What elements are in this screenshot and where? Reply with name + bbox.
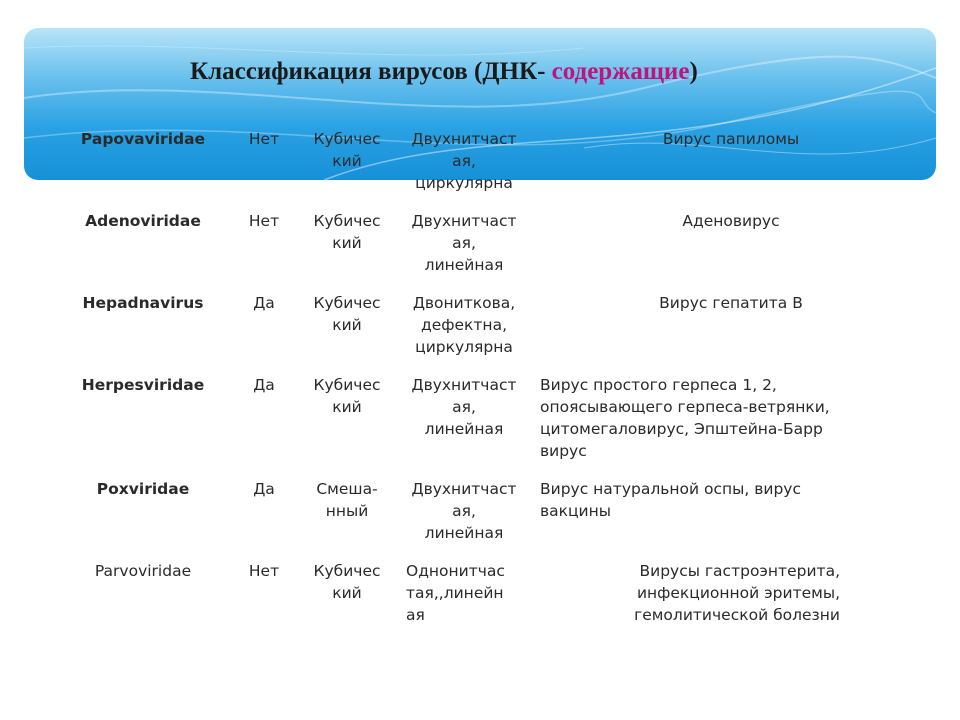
symmetry-line: кий <box>332 584 362 602</box>
envelope-cell: Да <box>253 480 275 498</box>
examples-line: вакцины <box>540 502 611 520</box>
symmetry-line: Кубичес <box>313 212 381 230</box>
examples-line: инфекционной эритемы, <box>636 584 840 602</box>
symmetry-cell <box>304 478 390 522</box>
genome-line: ая, <box>452 398 476 416</box>
envelope-cell: Нет <box>248 562 280 580</box>
symmetry-line: кий <box>332 152 362 170</box>
examples-line: Вирус гепатита В <box>659 294 803 312</box>
genome-cell <box>400 374 528 440</box>
symmetry-line: Кубичес <box>313 294 381 312</box>
symmetry-line: Смеша- <box>316 480 378 498</box>
genome-cell <box>400 292 528 358</box>
envelope-cell: Да <box>253 294 275 312</box>
genome-line: циркулярна <box>415 174 513 192</box>
examples-line: Вирус натуральной оспы, вирус <box>540 480 801 498</box>
examples-line: Вирусы гастроэнтерита, <box>639 562 840 580</box>
symmetry-line: нный <box>325 502 369 520</box>
title-main: Классификация вирусов (ДНК- <box>190 58 552 85</box>
examples-line: Аденовирус <box>682 212 780 230</box>
genome-line: ая, <box>452 502 476 520</box>
envelope-cell: Нет <box>248 212 280 230</box>
genome-line: Двухнитчаст <box>411 130 517 148</box>
examples-line: вирус <box>540 442 587 460</box>
genome-line: ая <box>406 606 425 624</box>
genome-line: Двухнитчаст <box>411 212 517 230</box>
genome-line: ая, <box>452 234 476 252</box>
examples-line: опоясывающего герпеса-ветрянки, <box>540 398 830 416</box>
genome-line: тая,,линейн <box>406 584 504 602</box>
examples-cell <box>556 128 906 150</box>
symmetry-line: кий <box>332 316 362 334</box>
genome-line: Однонитчас <box>406 562 505 580</box>
family-cell: Adenoviridae <box>85 212 201 230</box>
examples-cell <box>540 374 890 462</box>
genome-line: циркулярна <box>415 338 513 356</box>
examples-line: Вирус папиломы <box>662 130 800 148</box>
envelope-cell: Нет <box>248 130 280 148</box>
examples-line: Вирус простого герпеса 1, 2, <box>540 376 777 394</box>
genome-line: линейная <box>424 420 504 438</box>
symmetry-line: Кубичес <box>313 130 381 148</box>
symmetry-cell <box>304 292 390 336</box>
family-cell: Herpesviridae <box>81 376 205 394</box>
examples-cell <box>540 478 890 522</box>
genome-line: ая, <box>452 152 476 170</box>
symmetry-cell <box>304 128 390 172</box>
genome-cell <box>400 128 528 194</box>
symmetry-line: Кубичес <box>313 376 381 394</box>
family-cell: Hepadnavirus <box>82 294 204 312</box>
genome-line: Двониткова, <box>412 294 516 312</box>
genome-line: дефектна, <box>421 316 507 334</box>
title-close: ) <box>689 58 698 85</box>
symmetry-cell <box>304 374 390 418</box>
title-accent: содержащие <box>551 58 690 85</box>
symmetry-line: кий <box>332 398 362 416</box>
envelope-cell: Да <box>253 376 275 394</box>
family-cell: Parvoviridae <box>94 562 192 580</box>
examples-cell <box>560 560 840 626</box>
examples-cell <box>556 210 906 232</box>
page-title <box>190 58 910 86</box>
genome-line: Двухнитчаст <box>411 480 517 498</box>
symmetry-cell <box>304 210 390 254</box>
family-cell: Poxviridae <box>96 480 190 498</box>
genome-line: Двухнитчаст <box>411 376 517 394</box>
genome-cell <box>406 560 534 626</box>
genome-line: линейная <box>424 256 504 274</box>
examples-line: гемолитической болезни <box>634 606 840 624</box>
symmetry-line: кий <box>332 234 362 252</box>
genome-cell <box>400 210 528 276</box>
symmetry-line: Кубичес <box>313 562 381 580</box>
genome-line: линейная <box>424 524 504 542</box>
examples-line: цитомегаловирус, Эпштейна-Барр <box>540 420 823 438</box>
symmetry-cell <box>304 560 390 604</box>
genome-cell <box>400 478 528 544</box>
family-cell: Papovaviridae <box>80 130 206 148</box>
examples-cell <box>556 292 906 314</box>
